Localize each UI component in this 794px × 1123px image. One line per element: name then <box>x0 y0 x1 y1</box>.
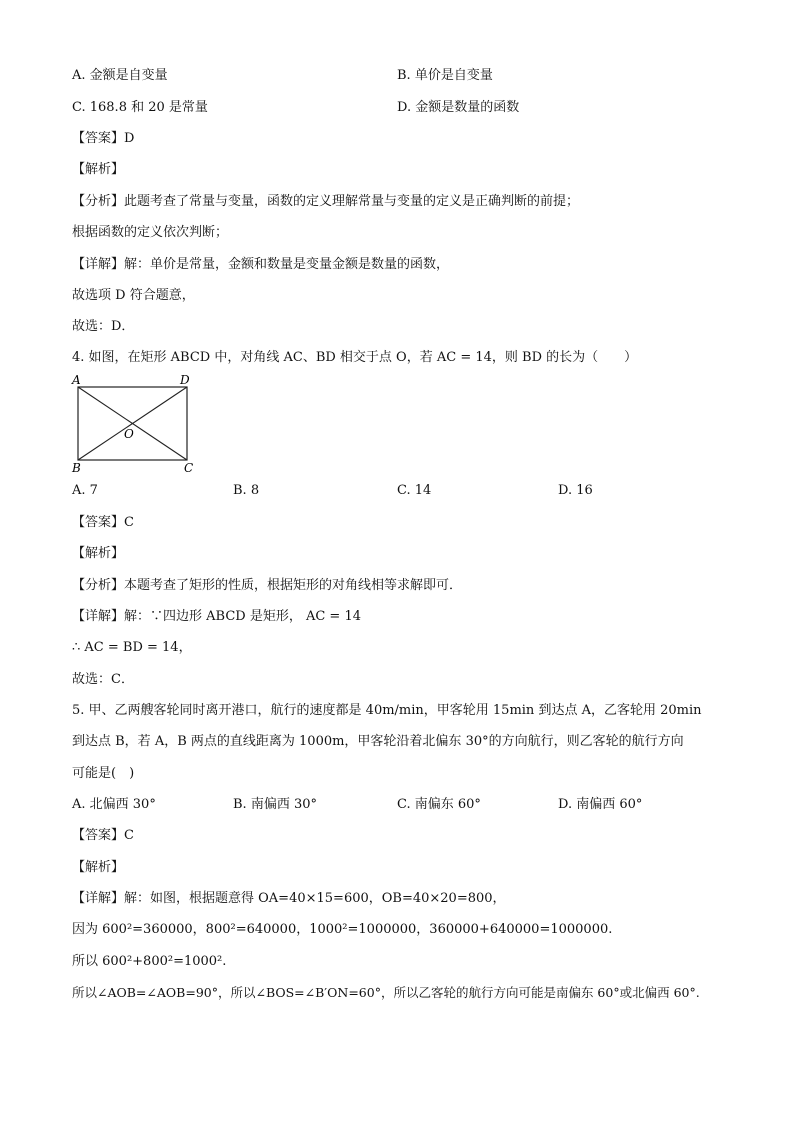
center-label-o: O <box>124 427 134 441</box>
q3-answer: 【答案】D <box>72 131 135 146</box>
q3-fenxi-line-2: 根据函数的定义依次判断； <box>72 225 229 240</box>
q3-fenxi-line-1: 【分析】此题考查了常量与变量，函数的定义理解常量与变量的定义是正确判断的前提； <box>72 194 580 209</box>
q5-answer: 【答案】C <box>72 828 134 843</box>
q4-option-b: B. 8 <box>233 483 260 498</box>
q5-detail-line-3: 所以 600²+800²=1000². <box>72 954 227 969</box>
q3-detail-line-2: 故选项 D 符合题意， <box>72 288 195 303</box>
q3-option-d: D. 金额是数量的函数 <box>397 100 520 115</box>
q5-option-d: D. 南偏西 60° <box>558 797 643 812</box>
q5-question-line-1: 5. 甲、乙两艘客轮同时离开港口，航行的速度都是 40m/min，甲客轮用 15min 到达点 A，乙客轮用 20min <box>72 703 702 718</box>
q4-option-d: D. 16 <box>558 483 593 498</box>
q3-detail-line-1: 【详解】解：单价是常量，金额和数量是变量金额是数量的函数， <box>72 257 450 272</box>
q3-option-a: A. 金额是自变量 <box>72 68 168 83</box>
q4-answer: 【答案】C <box>72 515 134 530</box>
q5-detail-line-2: 因为 600²=360000，800²=640000，1000²=1000000，360000+640000=1000000. <box>72 922 613 937</box>
q4-detail-line-1: 【详解】解：∵四边形 ABCD 是矩形， AC = 14 <box>72 609 361 624</box>
q5-detail-line-4: 所以∠AOB=∠AOB=90°，所以∠BOS=∠B′ON=60°，所以乙客轮的航行方向可能是南偏东 60°或北偏西 60°. <box>72 985 700 1000</box>
q4-question: 4. 如图，在矩形 ABCD 中，对角线 AC、BD 相交于点 O，若 AC = 14，则 BD 的长为（ ） <box>72 350 638 365</box>
rectangle-figure <box>70 372 200 476</box>
q5-option-a: A. 北偏西 30° <box>72 797 156 812</box>
q4-detail-line-2: ∴ AC = BD = 14， <box>72 640 192 655</box>
q5-option-c: C. 南偏东 60° <box>397 797 481 812</box>
vertex-label-c: C <box>184 461 194 475</box>
vertex-label-d: D <box>180 373 190 387</box>
q3-option-b: B. 单价是自变量 <box>397 68 493 83</box>
q4-detail-line-3: 故选：C． <box>72 672 134 687</box>
q4-option-a: A. 7 <box>72 483 98 498</box>
q4-option-c: C. 14 <box>397 483 432 498</box>
q3-detail-line-3: 故选：D． <box>72 319 135 334</box>
vertex-label-b: B <box>72 461 81 475</box>
q3-option-c: C. 168.8 和 20 是常量 <box>72 100 208 115</box>
vertex-label-a: A <box>72 373 81 387</box>
q4-fenxi: 【分析】本题考查了矩形的性质，根据矩形的对角线相等求解即可． <box>72 578 463 593</box>
q5-option-b: B. 南偏西 30° <box>233 797 317 812</box>
rectangle-diagram <box>70 372 200 476</box>
q5-question-line-3: 可能是( ) <box>72 766 135 781</box>
q3-analysis-title: 【解析】 <box>72 162 125 177</box>
q5-question-line-2: 到达点 B，若 A，B 两点的直线距离为 1000m，甲客轮沿着北偏东 30°的方向航行，则乙客轮的航行方向 <box>72 734 684 749</box>
q5-analysis-title: 【解析】 <box>72 860 125 875</box>
q4-analysis-title: 【解析】 <box>72 546 125 561</box>
q5-detail-line-1: 【详解】解：如图，根据题意得 OA=40×15=600，OB=40×20=800， <box>72 891 506 906</box>
